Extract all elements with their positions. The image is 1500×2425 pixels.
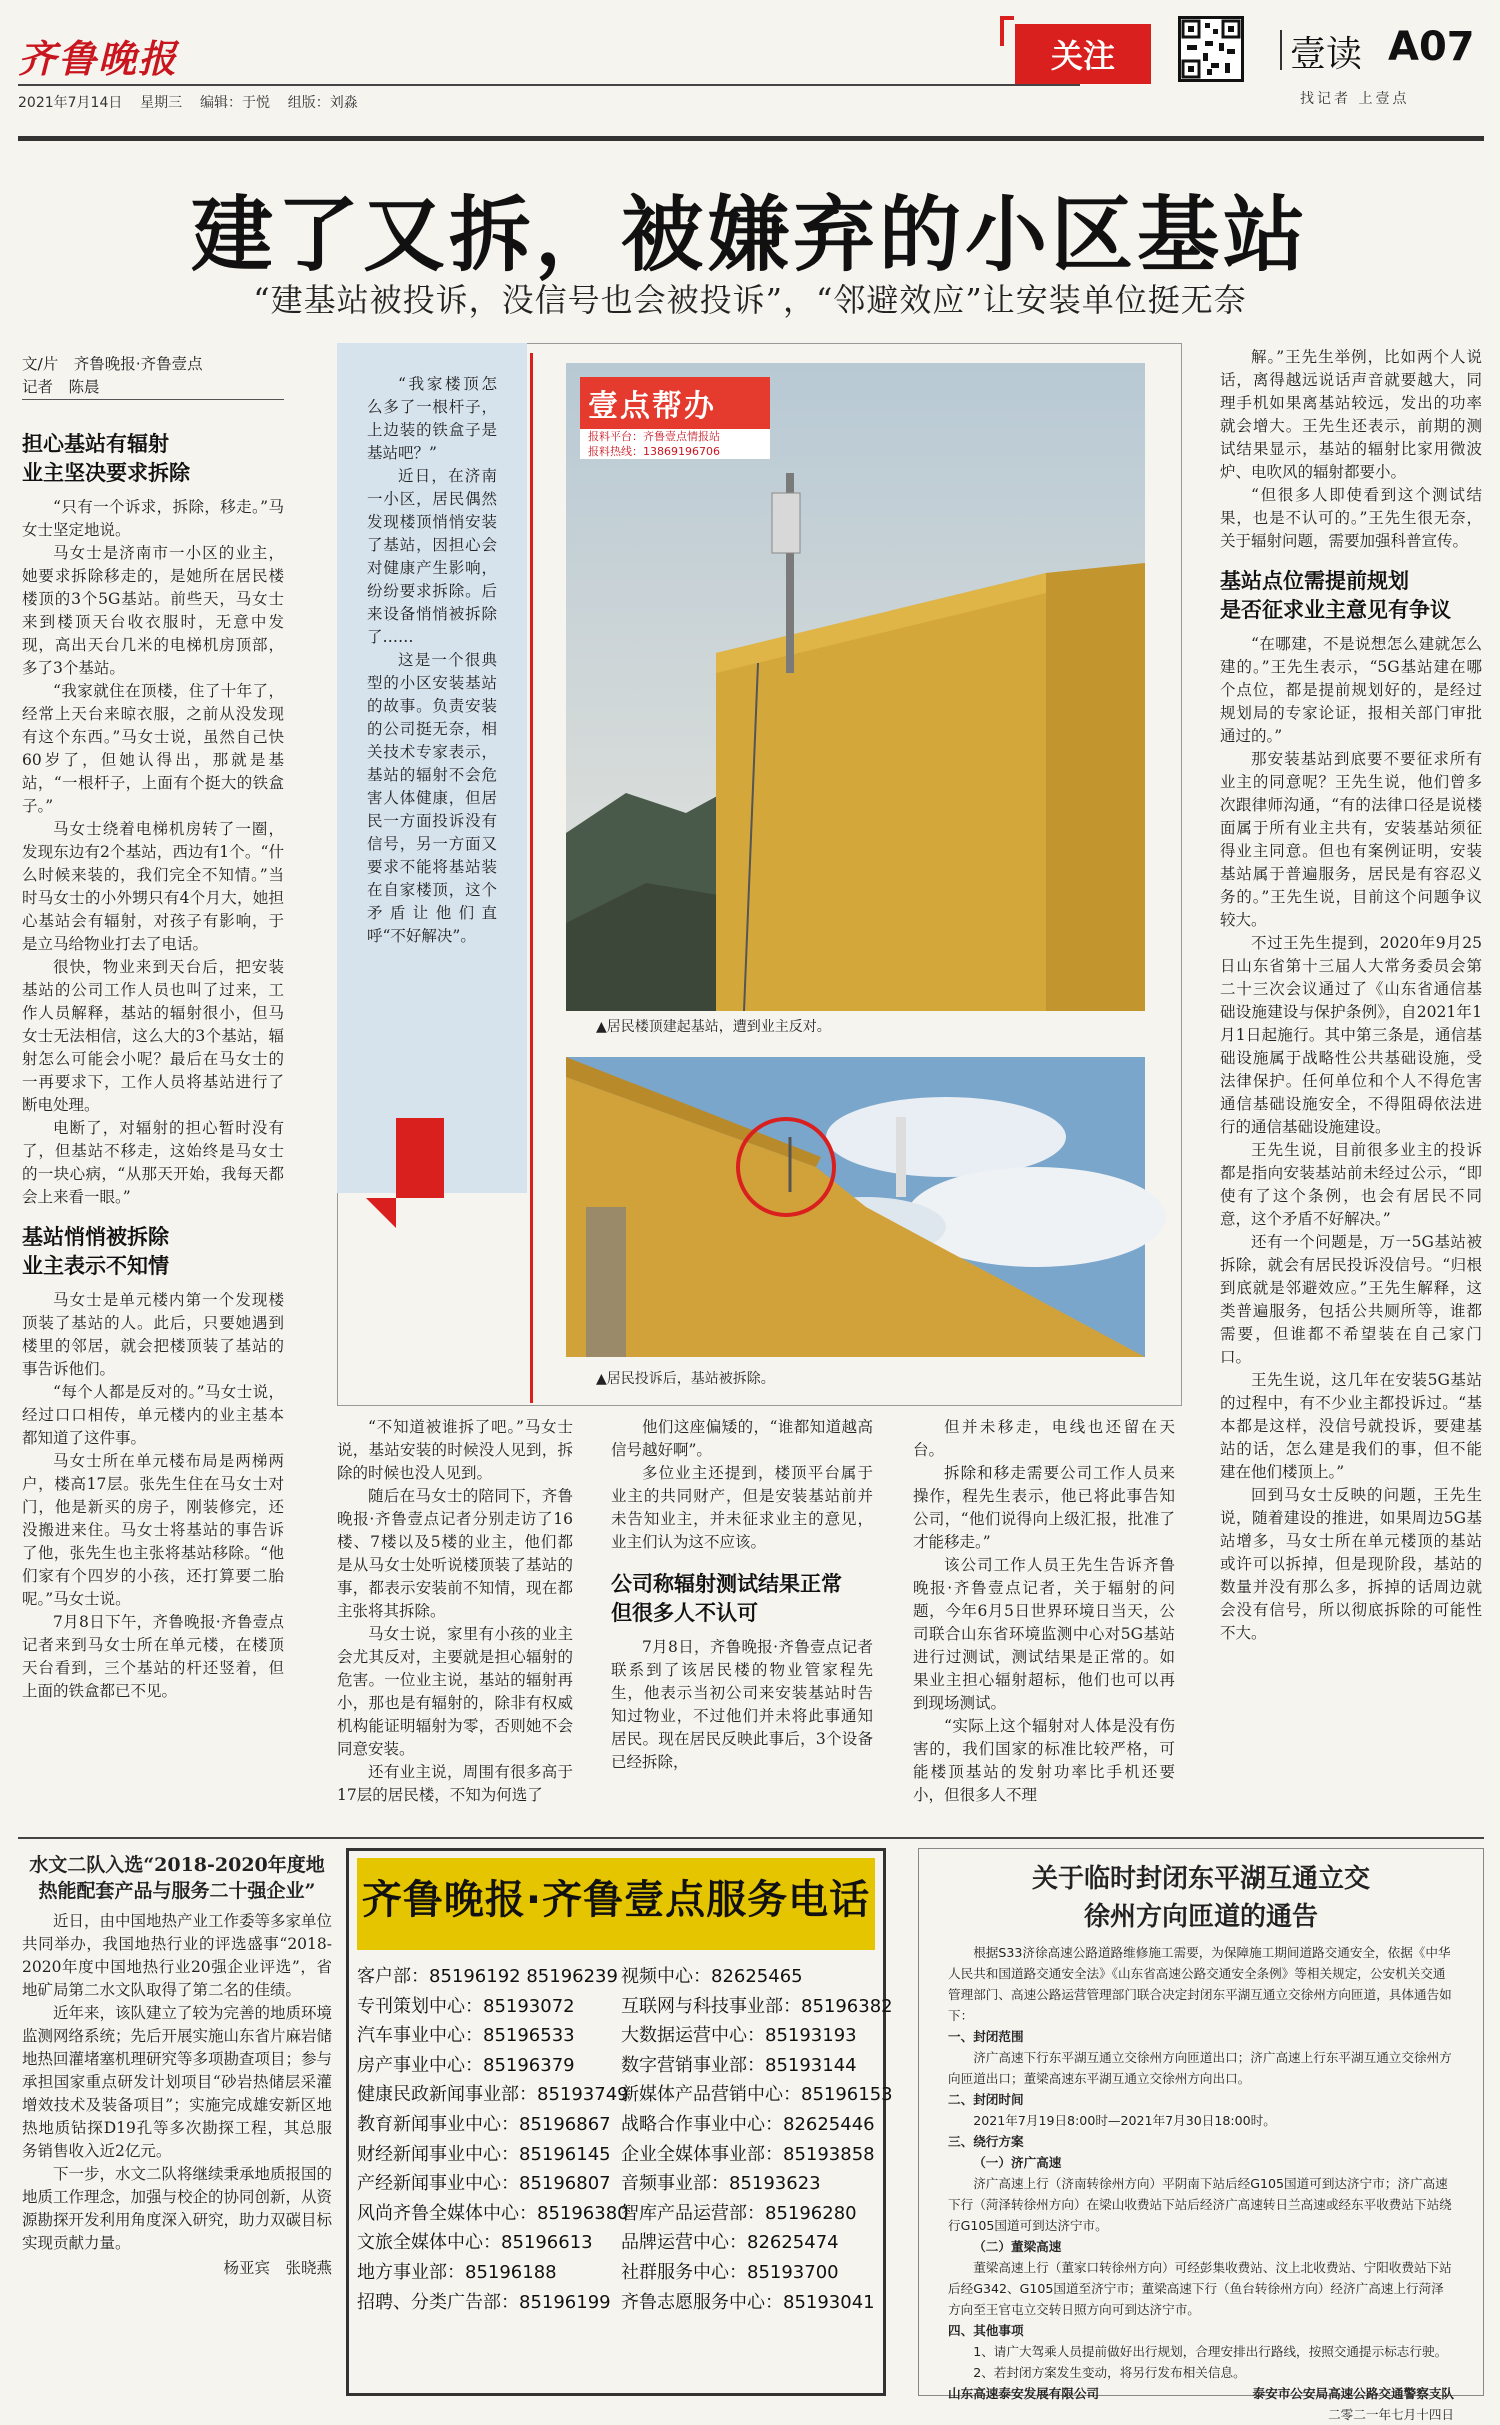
service-phone-item: 企业全媒体事业部：85193858 — [621, 2143, 875, 2165]
paragraph: “我家楼顶怎么多了一根杆子，上边装的铁盒子是基站吧？” — [367, 375, 497, 462]
subheadline: “建基站被投诉，没信号也会被投诉”，“邻避效应”让安装单位挺无奈 — [253, 281, 1247, 319]
photo-caption: ▲居民楼顶建起基站，遭到业主反对。 — [596, 1019, 831, 1035]
notice-heading: 一、封闭范围 — [948, 2029, 1024, 2044]
service-phone-item: 新媒体产品营销中心：85196153 — [621, 2084, 893, 2106]
layout-credit: 组版：刘淼 — [287, 95, 358, 111]
tip-platform: 报料平台：齐鲁壹点情报站 — [580, 429, 770, 444]
editor-credit: 编辑：于悦 — [199, 95, 270, 111]
paragraph: 这是一个很典型的小区安装基站的故事。负责安装的公司挺无奈，相关技术专家表示，基站的辐射不会危害人体健康，但居民一方面投诉没有信号，另一方面又要求不能将基站装在自家楼顶，这个矛盾让他们直呼“不好解决”。 — [367, 651, 497, 945]
service-phone-list — [357, 1964, 893, 2315]
notice-heading: 二、封闭时间 — [948, 2092, 1024, 2107]
paragraph: 回到马女士反映的问题，王先生说，随着建设的推进，如果周边5G基站增多，马女士所在单元楼顶的基站或许可以拆掉，但是现阶段，基站的数量并没有那么多，拆掉的话周边就会没有信号，所以彻底拆除的可能性不大。 — [1220, 1486, 1482, 1642]
paragraph: 还有一个问题是，万一5G基站被拆除，就会有居民投诉没信号。“归根到底就是邻避效应。”王先生解释，这类普遍服务，包括公共厕所等，谁都需要，但谁都不希望装在自己家门口。 — [1220, 1233, 1482, 1366]
service-phone-item: 汽车事业中心：85196533 — [357, 2025, 575, 2047]
section-heading: 基站悄悄被拆除 业主表示不知情 — [22, 1225, 169, 1278]
paragraph: 但并未移走，电线也还留在天台。 — [913, 1418, 1175, 1459]
service-phone-item: 文旅全媒体中心：85196613 — [357, 2232, 593, 2254]
article-column-4 — [913, 1416, 1175, 1807]
issue-weekday: 星期三 — [140, 95, 183, 111]
notice-paragraph: 1、请广大驾乘人员提前做好出行规划，合理安排出行路线，按照交通提示标志行驶。 — [973, 2344, 1448, 2359]
tip-logo: 壹点帮办 — [588, 389, 716, 424]
notice-signer-right: 泰安市公安局高速公路交通警察支队 — [1252, 2386, 1454, 2401]
section-heading: 担心基站有辐射 业主坚决要求拆除 — [22, 432, 190, 485]
paragraph: “我家就住在顶楼，住了十年了，经常上天台来晾衣服，之前从没发现有这个东西。”马女士说，虽然自己快60岁了，但她认得出，那就是基站，“一根杆子，上面有个挺大的铁盒子。” — [22, 682, 284, 815]
paragraph: 拆除和移走需要公司工作人员来操作，程先生表示，他已将此事告知公司，“他们说得向上级汇报，批准了才能移走。” — [913, 1464, 1175, 1551]
notice-subheading: （二）董梁高速 — [973, 2239, 1062, 2254]
service-phone-item: 地方事业部：85196188 — [357, 2261, 557, 2283]
service-phone-item: 房产事业中心：85196379 — [357, 2054, 575, 2076]
service-phone-item: 互联网与科技事业部：85196382 — [621, 1995, 893, 2017]
service-phone-item: 招聘、分类广告部：85196199 — [357, 2291, 611, 2313]
notice-subheading: （一）济广高速 — [973, 2155, 1062, 2170]
service-phone-item: 健康民政新闻事业部：85193749 — [357, 2084, 629, 2106]
tip-line-box — [580, 377, 770, 457]
paragraph: 电断了，对辐射的担心暂时没有了，但基站不移走，这始终是马女士的一块心病，“从那天开始，我每天都会上来看一眼。” — [22, 1119, 284, 1206]
notice-heading: 四、其他事项 — [948, 2323, 1024, 2338]
notice-signatures — [948, 2383, 1454, 2404]
service-phone-item: 视频中心：82625465 — [621, 1966, 803, 1987]
sidebar-news — [22, 1852, 332, 2280]
paragraph: 该公司工作人员王先生告诉齐鲁晚报·齐鲁壹点记者，关于辐射的问题，今年6月5日世界环境日当天，公司联合山东省环境监测中心对5G基站进行过测试，测试结果是正常的。如果业主担心辐射超标，他们也可以再到现场测试。 — [913, 1556, 1175, 1712]
paragraph: 马女士绕着电梯机房转了一圈，发现东边有2个基站，西边有1个。“什么时候来装的，我们完全不知情。”当时马女士的小外甥只有4个月大，她担心基站会有辐射，对孩子有影响，于是立马给物业打去了电话。 — [22, 820, 284, 953]
paragraph: 近日，由中国地热产业工作委等多家单位共同举办，我国地热行业的评选盛事“2018-2020年度中国地热行业20强企业评选”，省地矿局第二水文队取得了第二名的佳绩。 — [22, 1912, 333, 1999]
decorative-red-block — [396, 1118, 444, 1198]
rooftop-base-station-photo — [566, 363, 1145, 1011]
paragraph: “不知道被谁拆了吧。”马女士说，基站安装的时候没人见到，拆除的时候也没人见到。 — [337, 1418, 573, 1482]
service-phone-item: 齐鲁志愿服务中心：85193041 — [621, 2291, 875, 2313]
notice-title-line2: 徐州方向匝道的通告 — [1083, 1902, 1318, 1932]
service-phone-item: 品牌运营中心：82625474 — [621, 2232, 839, 2254]
removed-base-station-photo — [566, 1057, 1145, 1357]
service-phone-item: 专刊策划中心：85193072 — [357, 1995, 575, 2017]
section-heading: 公司称辐射测试结果正常 但很多人不认可 — [611, 1572, 842, 1625]
notice-body — [948, 1942, 1454, 2425]
paragraph: 那安装基站到底要不要征求所有业主的同意呢？王先生说，他们曾多次跟律师沟通，“有的法律口径是说楼面属于所有业主共有，安装基站须征得业主同意。但也有案例证明，安装基站属于普遍服务，居民是有容忍义务的。”王先生说，目前这个问题争议较大。 — [1220, 750, 1482, 929]
masthead-thick-rule — [18, 136, 1484, 141]
service-phone-item: 教育新闻事业中心：85196867 — [357, 2113, 611, 2135]
red-divider-line — [530, 353, 533, 1403]
headline: 建了又拆，被嫌弃的小区基站 — [190, 188, 1309, 283]
notice-paragraph: 董梁高速上行（董家口转徐州方向）可经彭集收费站、汶上北收费站、宁阳收费站下站后经G342、G105国道至济宁市；董梁高速下行（鱼台转徐州方向）经济广高速上行菏泽方向至王官屯立交转日照方向可到达济宁市。 — [948, 2260, 1452, 2317]
paragraph: 马女士所在单元楼布局是两梯两户，楼高17层。张先生住在马女士对门，他是新买的房子，刚装修完，还没搬进来住。马女士将基站的事告诉了他，张先生也主张将基站移除。“他们家有个四岁的小孩，还打算要二胎呢。”马女士说。 — [22, 1452, 284, 1608]
page-number: A07 — [1388, 24, 1475, 70]
issue-date: 2021年7月14日 — [18, 95, 123, 111]
intro-text — [367, 373, 497, 948]
paragraph: 很快，物业来到天台后，把安装基站的公司工作人员也叫了过来，工作人员解释，基站的辐射很小，但马女士无法相信，这么大的3个基站，辐射怎么可能会小呢？最后在马女士的一再要求下，工作人员将基站进行了断电处理。 — [22, 958, 284, 1114]
service-phone-item: 社群服务中心：85193700 — [621, 2261, 839, 2283]
paragraph: 不过王先生提到，2020年9月25日山东省第十三届人大常务委员会第二十三次会议通过了《山东省通信基础设施建设与保护条例》，自2021年1月1日起施行。其中第三条是，通信基础设施属于战略性公共基础设施，受法律保护。任何单位和个人不得危害通信基础设施安全，不得阻碍依法进行的通信基础设施建设。 — [1220, 934, 1482, 1136]
qr-code-icon — [1178, 16, 1244, 82]
article-column-3 — [611, 1416, 873, 1774]
paragraph: “只有一个诉求，拆除，移走。”马女士坚定地说。 — [22, 498, 284, 539]
service-phone-item: 数字营销事业部：85193144 — [621, 2054, 857, 2076]
paragraph: “但很多人即使看到这个测试结果，也是不认可的。”王先生很无奈，关于辐射问题，需要加强科普宣传。 — [1220, 486, 1482, 550]
photo-caption: ▲居民投诉后，基站被拆除。 — [596, 1371, 775, 1387]
service-phone-item: 财经新闻事业中心：85196145 — [357, 2143, 611, 2165]
newspaper-logo: 齐鲁晚报 — [18, 36, 179, 81]
notice-title-line1: 关于临时封闭东平湖互通立交 — [1031, 1864, 1370, 1894]
paragraph: 7月8日，齐鲁晚报·齐鲁壹点记者联系到了该居民楼的物业管家程先生，他表示当初公司来安装基站时告知过物业，不过他们并未将此事通知居民。现在居民反映此事后，3个设备已经拆除， — [611, 1638, 873, 1771]
section-name: 壹读 — [1290, 34, 1363, 75]
paragraph: 7月8日下午，齐鲁晚报·齐鲁壹点记者来到马女士所在单元楼，在楼顶天台看到，三个基站的杆还竖着，但上面的铁盒都已不见。 — [22, 1613, 284, 1700]
service-phone-item: 大数据运营中心：85193193 — [621, 2025, 857, 2047]
masthead-divider — [1280, 30, 1282, 70]
sidebar-authors: 杨亚宾 张晓燕 — [223, 2259, 332, 2277]
paragraph: 随后在马女士的陪同下，齐鲁晚报·齐鲁壹点记者分别走访了16楼、7楼以及5楼的业主，他们都是从马女士处听说楼顶装了基站的事，都表示安装前不知情，现在都主张将其拆除。 — [337, 1487, 573, 1620]
article-column-2 — [337, 1416, 573, 1807]
byline — [22, 353, 203, 399]
byline-rule — [22, 399, 284, 400]
paragraph: “实际上这个辐射对人体是没有伤害的，我们国家的标准比较严格，可能楼顶基站的发射功率比手机还要小，但很多人不理 — [913, 1717, 1175, 1804]
service-phone-item: 风尚齐鲁全媒体中心：85196380 — [357, 2202, 629, 2224]
paragraph: 王先生说，这几年在安装5G基站的过程中，有不少业主都投诉过。“基本都是这样，没信号就投诉，要建基站的话，怎么建是我们的事，但不能建在他们楼顶上。” — [1220, 1371, 1482, 1481]
dateline — [18, 92, 358, 112]
section-heading: 基站点位需提前规划 是否征求业主意见有争议 — [1220, 569, 1451, 622]
paragraph: 还有业主说，周围有很多高于17层的居民楼，不知为何选了 — [337, 1763, 573, 1804]
service-phone-item: 战略合作事业中心：82625446 — [621, 2113, 875, 2135]
section-rule — [18, 1837, 1484, 1839]
notice-paragraph: 济广高速下行东平湖互通立交徐州方向匝道出口；济广高速上行东平湖互通立交徐州方向匝道出口；董梁高速东平湖互通立交徐州方向出口。 — [948, 2050, 1452, 2086]
article-column-1 — [22, 420, 284, 1703]
notice-paragraph: 2021年7月19日8:00时—2021年7月30日18:00时。 — [973, 2113, 1276, 2128]
paragraph: 马女士是济南市一小区的业主，她要求拆除移走的，是她所在居民楼楼顶的3个5G基站。前些天，马女士来到楼顶天台收衣服时，无意中发现，高出天台几米的电梯机房顶部，多了3个基站。 — [22, 544, 284, 677]
service-title: 齐鲁晚报·齐鲁壹点服务电话 — [361, 1877, 871, 1923]
badge-corner-decoration — [1000, 16, 1014, 46]
paragraph: 解。”王先生举例，比如两个人说话，离得越远说话声音就要越大，同理手机如果离基站较远，发出的功率就会增大。王先生还表示，前期的测试结果显示，基站的辐射比家用微波炉、电吹风的辐射都要小。 — [1220, 348, 1482, 481]
article-column-5 — [1220, 346, 1482, 1645]
masthead-tagline: 找记者 上壹点 — [1300, 91, 1410, 107]
masthead-rule — [18, 84, 1080, 86]
paragraph: 近日，在济南一小区，居民偶然发现楼顶悄悄安装了基站，因担心会对健康产生影响，纷纷要求拆除。后来设备悄悄被拆除了…… — [367, 467, 497, 646]
notice-signer-left: 山东高速泰安发展有限公司 — [948, 2386, 1100, 2401]
paragraph: 多位业主还提到，楼顶平台属于业主的共同财产，但是安装基站前并未告知业主，并未征求业主的意见，业主们认为这不应该。 — [611, 1464, 873, 1551]
paragraph: “在哪建，不是说想怎么建就怎么建的。”王先生表示，“5G基站建在哪个点位，都是提前规划好的，是经过规划局的专家论证，报相关部门审批通过的。” — [1220, 635, 1482, 745]
paragraph: 王先生说，目前很多业主的投诉都是指向安装基站前未经过公示，“即使有了这个条例，也会有居民不同意，这个矛盾不好解决。” — [1220, 1141, 1482, 1228]
notice-heading: 三、绕行方案 — [948, 2134, 1024, 2149]
paragraph: 近年来，该队建立了较为完善的地质环境监测网络系统；先后开展实施山东省片麻岩储地热回灌堵塞机理研究等多项勘查项目；参与承担国家重点研发计划项目“砂岩热储层采灌增效技术及装备项目”；实施完成雄安新区地热地质钻探D19孔等多次勘探工程，其总服务销售收入近2亿元。 — [22, 2004, 333, 2160]
service-phone-item: 客户部：85196192 85196239 — [357, 1966, 618, 1987]
tip-hotline: 报料热线：13869196706 — [580, 444, 770, 459]
notice-title — [918, 1860, 1484, 1936]
notice-date: 二零二一年七月十四日 — [1328, 2407, 1454, 2422]
paragraph: 马女士说，家里有小孩的业主会尤其反对，主要就是担心辐射的危害。一位业主说，基站的辐射再小，那也是有辐射的，除非有权威机构能证明辐射为零，否则她不会同意安装。 — [337, 1625, 573, 1758]
byline-line2: 记者 陈晨 — [22, 378, 100, 396]
sidebar-title: 水文二队入选“2018-2020年度地热能配套产品与服务二十强企业” — [29, 1854, 325, 1902]
paragraph: 他们这座偏矮的，“谁都知道越高信号越好啊”。 — [611, 1418, 873, 1459]
service-phone-item: 产经新闻事业中心：85196807 — [357, 2173, 611, 2195]
notice-intro: 根据S33济徐高速公路道路维修施工需要，为保障施工期间道路交通安全，依据《中华人民共和国道路交通安全法》《山东省高速公路交通安全条例》等相关规定，公安机关交通管理部门、高速公路运营管理部门联合决定封闭东平湖互通立交徐州方向匝道，具体通告如下： — [948, 1945, 1452, 2023]
paragraph: “每个人都是反对的。”马女士说，经过口口相传，单元楼内的业主基本都知道了这件事。 — [22, 1383, 284, 1447]
notice-paragraph: 2、若封闭方案发生变动，将另行发布相关信息。 — [973, 2365, 1246, 2380]
service-phone-item: 智库产品运营部：85196280 — [621, 2202, 857, 2224]
section-badge: 关注 — [1015, 24, 1151, 84]
notice-paragraph: 济广高速上行（济南转徐州方向）平阴南下站后经G105国道可到达济宁市；济广高速下行（菏泽转徐州方向）在梁山收费站下站后经济广高速转日兰高速或经东平收费站下站绕行G105国道可到达济宁市。 — [948, 2176, 1452, 2233]
paragraph: 下一步，水文二队将继续秉承地质报国的地质工作理念，加强与校企的协同创新，从资源勘探开发利用角度深入研究，助力双碳目标实现贡献力量。 — [22, 2165, 333, 2252]
service-phone-item: 音频事业部：85193623 — [621, 2173, 821, 2195]
byline-line1: 文/片 齐鲁晚报·齐鲁壹点 — [22, 355, 203, 373]
paragraph: 马女士是单元楼内第一个发现楼顶装了基站的人。此后，只要她遇到楼里的邻居，就会把楼顶装了基站的事告诉他们。 — [22, 1291, 284, 1378]
